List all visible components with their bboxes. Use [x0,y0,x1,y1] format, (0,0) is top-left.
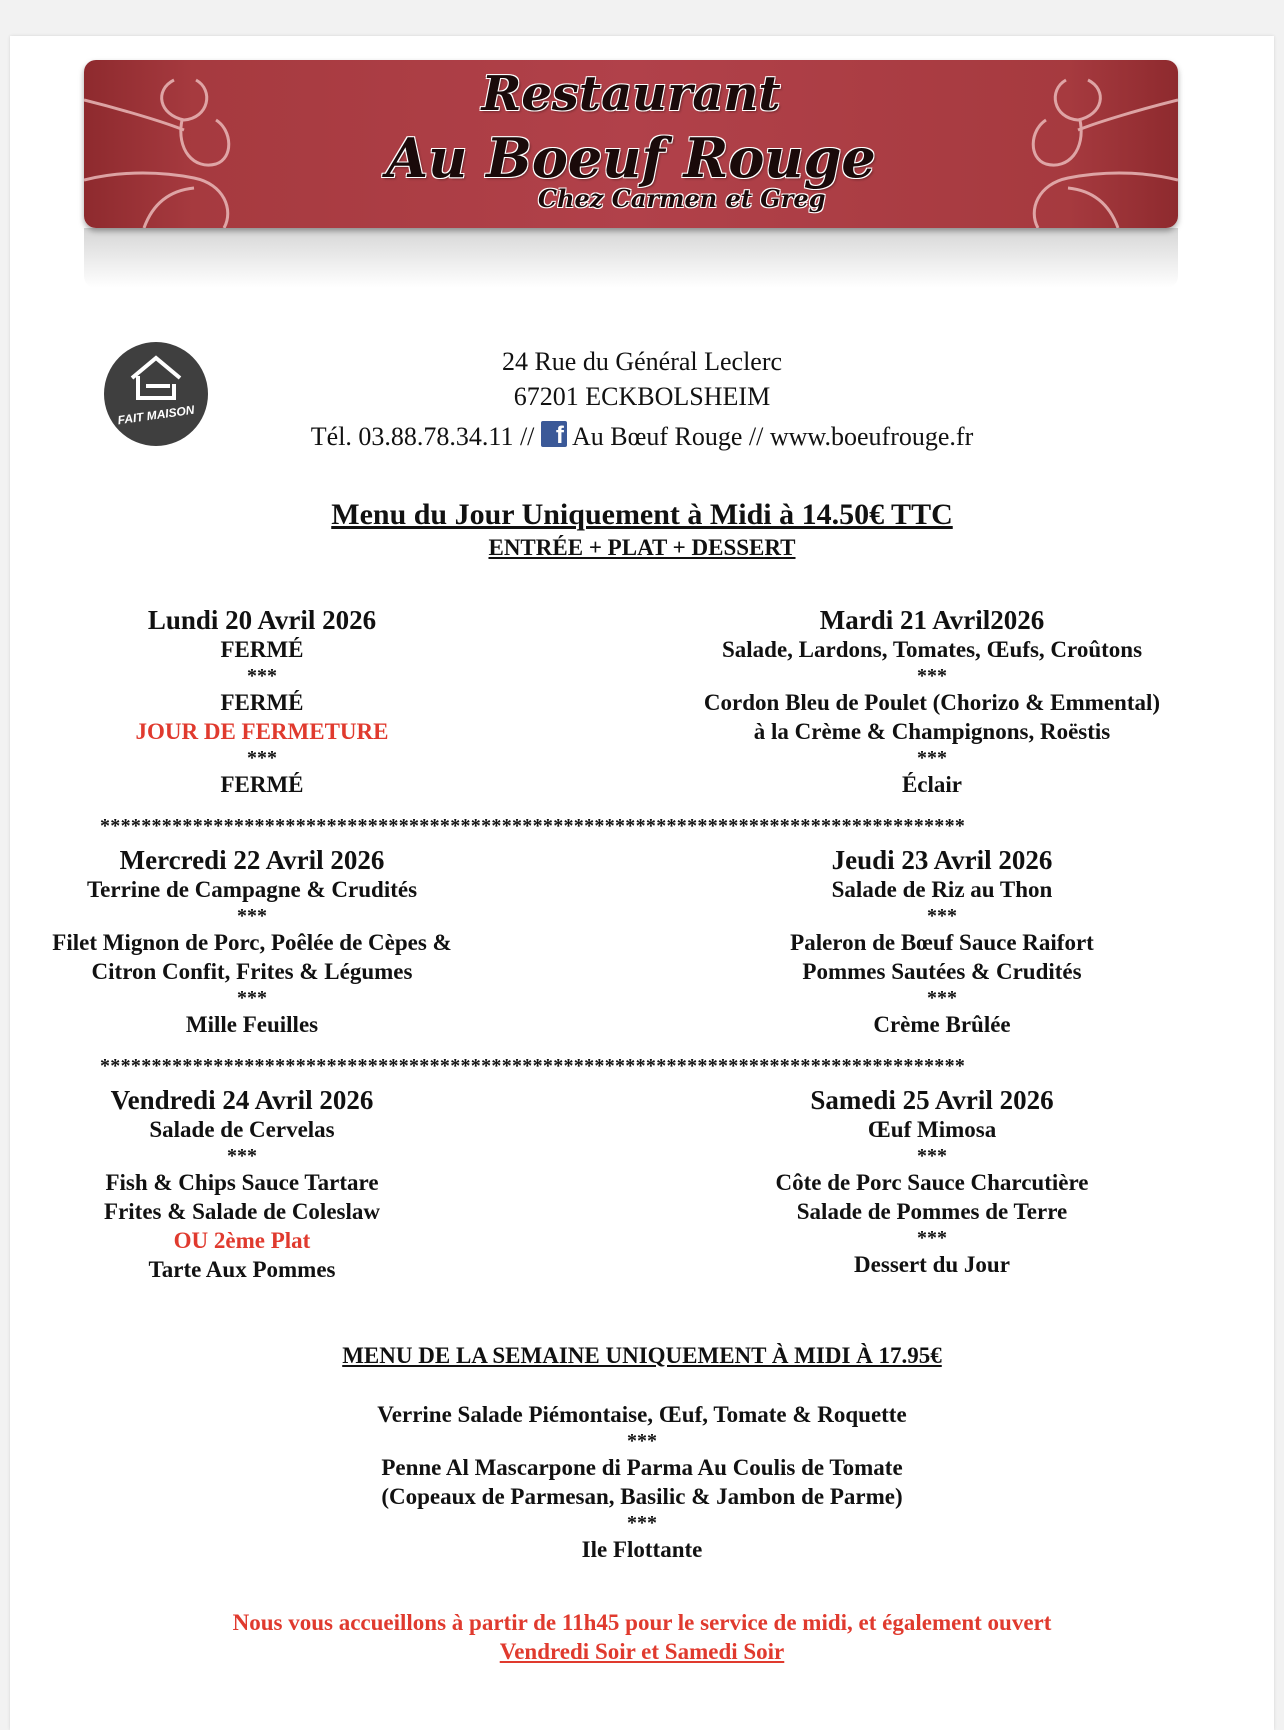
plat-garnish: Salade de Pommes de Terre [796,1199,1068,1224]
day-lundi [32,605,492,799]
plat-garnish: Citron Confit, Frites & Légumes [91,959,413,984]
plat: FERMÉ [220,690,304,715]
separator-stars: *** [927,905,957,927]
separator-stars: *** [917,1227,947,1249]
plat: Filet Mignon de Porc, Poêlée de Cèpes & [52,930,452,955]
dessert: Mille Feuilles [185,1012,319,1037]
separator-stars: *** [917,747,947,769]
menu-du-jour-title: Menu du Jour Uniquement à Midi à 14.50€ TTC [331,498,953,531]
day-title: Mardi 21 Avril2026 [819,605,1045,635]
plat-garnish: Frites & Salade de Coleslaw [104,1199,380,1224]
phone: Tél. 03.88.78.34.11 // [310,422,535,451]
day-title: Mercredi 22 Avril 2026 [119,845,385,875]
brand-name: Au Boeuf Rouge [386,126,876,190]
entree: Œuf Mimosa [867,1117,997,1142]
dessert: Crème Brûlée [873,1012,1011,1037]
address-street: 24 Rue du Général Leclerc [501,347,783,376]
day-title: Jeudi 23 Avril 2026 [831,845,1053,875]
day-jeudi [682,845,1202,1039]
opening-info: Nous vous accueillons à partir de 11h45 pour le service de midi, et également ouvert [232,1610,1052,1635]
day-title: Lundi 20 Avril 2026 [147,605,377,635]
dessert: Dessert du Jour [854,1252,1010,1277]
day-mardi [672,605,1192,799]
entree: Terrine de Campagne & Crudités [86,877,418,902]
entree: Salade de Riz au Thon [831,877,1053,902]
menu-du-jour-subtitle: ENTRÉE + PLAT + DESSERT [488,535,796,560]
website[interactable]: // www.boeufrouge.fr [748,422,974,451]
plat: Côte de Porc Sauce Charcutière [775,1170,1089,1195]
plat-garnish: (Copeaux de Parmesan, Basilic & Jambon de Parme) [381,1484,903,1509]
facebook-icon[interactable]: f [541,421,567,447]
separator-stars: *** [227,1145,257,1167]
dessert: Éclair [901,772,963,797]
closing-notice: JOUR DE FERMETURE [135,719,389,744]
separator-stars: *** [927,987,957,1009]
separator-stars: *** [247,747,277,769]
day-samedi [672,1085,1192,1279]
dessert: FERMÉ [220,772,304,797]
evening-opening: Vendredi Soir et Samedi Soir [499,1639,785,1664]
menu-semaine [0,1400,1284,1564]
address-city: 67201 ECKBOLSHEIM [513,382,771,411]
alternative-notice: OU 2ème Plat [173,1228,311,1253]
separator-stars: *** [627,1430,657,1452]
separator-stars: *** [237,987,267,1009]
dessert: Ile Flottante [581,1537,703,1562]
plat-garnish: à la Crème & Champignons, Roëstis [753,719,1111,744]
entree: Salade, Lardons, Tomates, Œufs, Croûtons [721,637,1143,662]
plat: Fish & Chips Sauce Tartare [105,1170,379,1195]
entree: Salade de Cervelas [149,1117,335,1142]
row-separator: ************************************************************************************ [100,816,966,836]
plat: Paleron de Bœuf Sauce Raifort [790,930,1094,955]
separator-stars: *** [917,665,947,687]
badge-label: FAIT MAISON [116,402,196,428]
separator-stars: *** [247,665,277,687]
plat-garnish: Pommes Sautées & Crudités [802,959,1082,984]
plat: Cordon Bleu de Poulet (Chorizo & Emmental) [703,690,1161,715]
day-title: Vendredi 24 Avril 2026 [110,1085,374,1115]
entree: Verrine Salade Piémontaise, Œuf, Tomate & Roquette [377,1402,907,1427]
contact-line [0,420,1284,454]
separator-stars: *** [627,1512,657,1534]
row-separator: ************************************************************************************ [100,1056,966,1076]
banner-reflection [84,228,1178,288]
entree: FERMÉ [220,637,304,662]
day-title: Samedi 25 Avril 2026 [810,1085,1054,1115]
brand-owners: Chez Carmen et Greg [538,184,826,213]
separator-stars: *** [237,905,267,927]
menu-semaine-title: MENU DE LA SEMAINE UNIQUEMENT À MIDI À 17.95€ [342,1343,942,1368]
restaurant-banner [84,60,1178,228]
facebook-link[interactable]: Au Bœuf Rouge [571,422,743,451]
day-vendredi [12,1085,472,1284]
brand-restaurant: Restaurant [481,66,781,122]
separator-stars: *** [917,1145,947,1167]
plat: Penne Al Mascarpone di Parma Au Coulis de Tomate [381,1455,903,1480]
day-mercredi [22,845,482,1039]
dessert: Tarte Aux Pommes [148,1257,336,1282]
